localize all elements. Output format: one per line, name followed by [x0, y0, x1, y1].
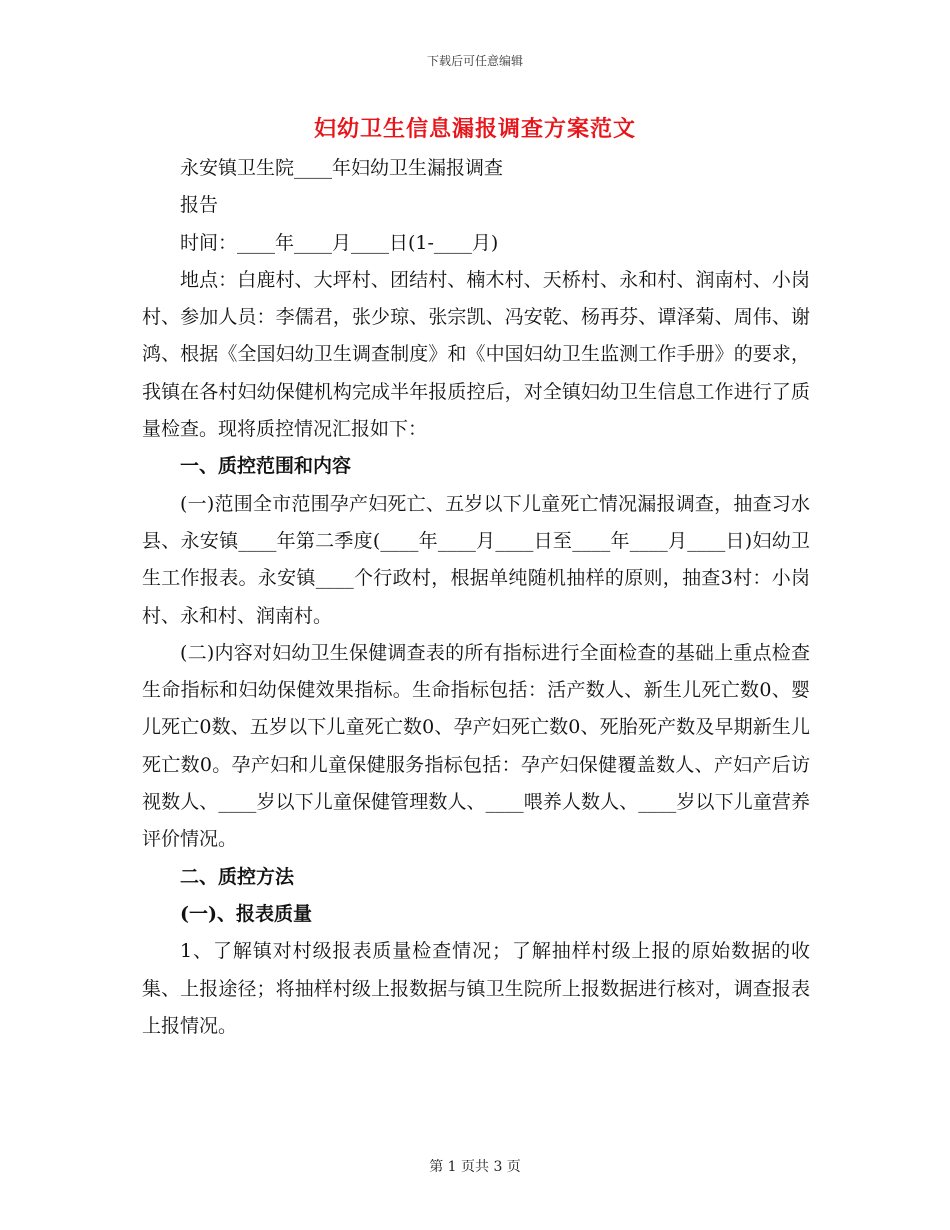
- report-quality-paragraph: 1、了解镇对村级报表质量检查情况；了解抽样村级上报的原始数据的收集、上报途径；将抽样村级上报数据与镇卫生院所上报数据进行核对，调查报表上报情况。: [142, 940, 810, 1037]
- document-body: [142, 150, 810, 1045]
- report-subtitle-line: 永安镇卫生院____年妇幼卫生漏报调查: [180, 157, 504, 179]
- scope-paragraph: (一)范围全市范围孕产妇死亡、五岁以下儿童死亡情况漏报调查，抽查习水县、永安镇____年第二季度(____年____月____日至____年____月____日)妇幼卫生工作报表。永安镇____个行政村，根据单纯随机抽样的原则，抽查3村：小岗村、永和村、润南村。: [142, 492, 810, 627]
- time-line: 时间：____年____月____日(1-____月): [180, 231, 499, 254]
- page-header-note: 下载后可任意编辑: [426, 54, 523, 68]
- document-title: 妇幼卫生信息漏报调查方案范文: [313, 116, 636, 142]
- report-subtitle-word: 报告: [180, 194, 219, 217]
- section-heading-method: 二、质控方法: [180, 865, 295, 888]
- content-paragraph: (二)内容对妇幼卫生保健调查表的所有指标进行全面检查的基础上重点检查生命指标和妇幼保健效果指标。生命指标包括：活产数人、新生儿死亡数0、婴儿死亡0数、五岁以下儿童死亡数0、孕产妇死亡数0、死胎死产数及早期新生儿死亡数0。孕产妇和儿童保健服务指标包括：孕产妇保健覆盖数人、产妇产后访视数人、____岁以下儿童保健管理数人、____喂养人数人、____岁以下儿童营养评价情况。: [142, 641, 810, 851]
- subsection-heading-report-quality: (一)、报表质量: [180, 902, 312, 925]
- section-heading-scope: 一、质控范围和内容: [180, 455, 352, 478]
- page-number-footer: 第 1 页共 3 页: [429, 1159, 521, 1175]
- location-participants-paragraph: 地点：白鹿村、大坪村、团结村、楠木村、天桥村、永和村、润南村、小岗村、参加人员：李儒君，张少琼、张宗凯、冯安乾、杨再芬、谭泽菊、周伟、谢鸿、根据《全国妇幼卫生调查制度》和《中国妇幼卫生监测工作手册》的要求，我镇在各村妇幼保健机构完成半年报质控后，对全镇妇幼卫生信息工作进行了质量检查。现将质控情况汇报如下：: [142, 268, 810, 441]
